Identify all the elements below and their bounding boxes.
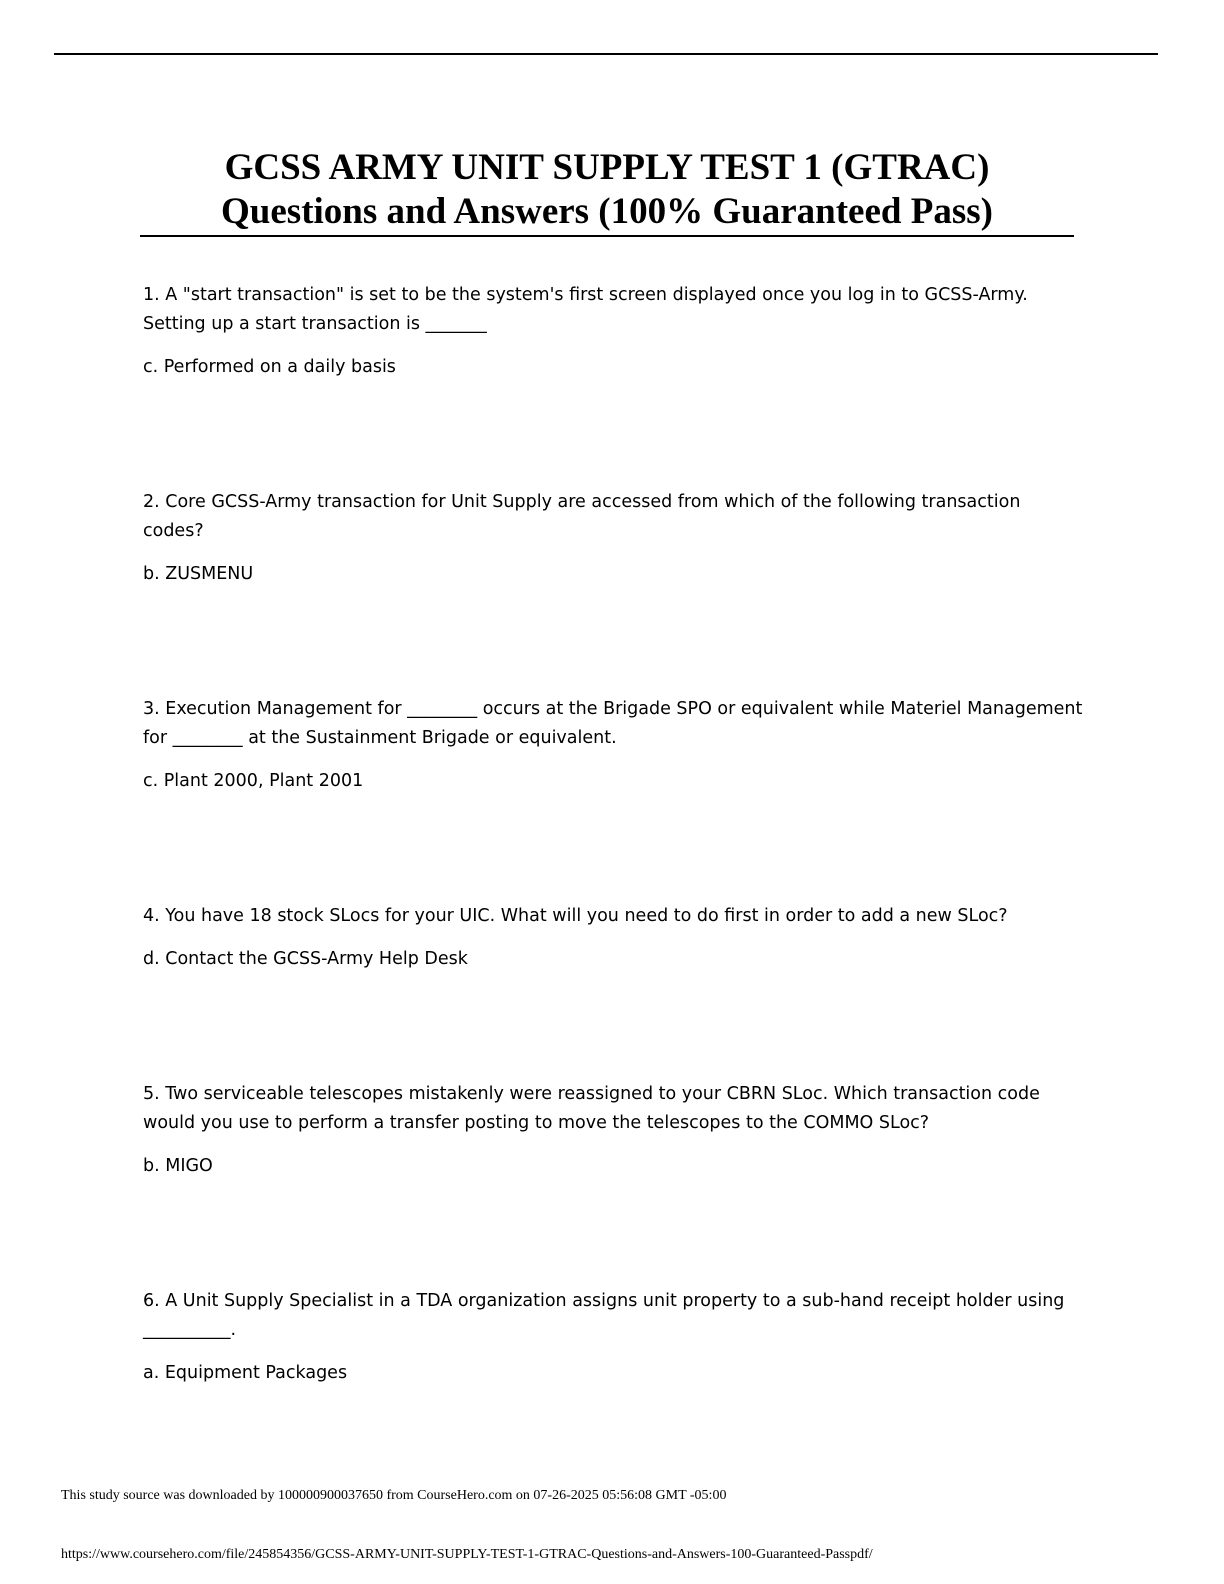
question-text: 5. Two serviceable telescopes mistakenly were reassigned to your CBRN SLoc. Which transaction code would you use to perform a transfer posting to move the telescopes to the COMMO SLoc? bbox=[143, 1084, 1040, 1133]
answer-text: c. Plant 2000, Plant 2001 bbox=[143, 771, 364, 791]
question-block-6 bbox=[143, 1287, 1083, 1388]
answer-text: b. MIGO bbox=[143, 1156, 213, 1176]
title-line-2: Questions and Answers (100% Guaranteed Pass) bbox=[221, 191, 993, 232]
source-url-link[interactable]: https://www.coursehero.com/file/245854356/GCSS-ARMY-UNIT-SUPPLY-TEST-1-GTRAC-Questions-and-Answers-100-Guaranteed-Passpdf/ bbox=[61, 1547, 873, 1562]
question-block-3 bbox=[143, 695, 1083, 796]
document-title bbox=[140, 146, 1074, 234]
question-text: 1. A "start transaction" is set to be the system's first screen displayed once you log in to GCSS-Army. Setting up a start transaction is _______ bbox=[143, 285, 1028, 334]
question-block-5 bbox=[143, 1080, 1083, 1181]
question-block-4 bbox=[143, 902, 1083, 974]
title-underline bbox=[140, 235, 1074, 237]
question-block-2 bbox=[143, 488, 1083, 589]
answer-text: d. Contact the GCSS-Army Help Desk bbox=[143, 949, 468, 969]
answer-text: b. ZUSMENU bbox=[143, 564, 254, 584]
question-text: 2. Core GCSS-Army transaction for Unit Supply are accessed from which of the following transaction codes? bbox=[143, 492, 1021, 541]
question-text: 4. You have 18 stock SLocs for your UIC. What will you need to do first in order to add a new SLoc? bbox=[143, 906, 1008, 926]
question-text: 6. A Unit Supply Specialist in a TDA organization assigns unit property to a sub-hand receipt holder using __________. bbox=[143, 1291, 1065, 1340]
download-notice: This study source was downloaded by 100000900037650 from CourseHero.com on 07-26-2025 05:56:08 GMT -05:00 bbox=[61, 1488, 727, 1503]
question-block-1 bbox=[143, 281, 1083, 382]
answer-text: a. Equipment Packages bbox=[143, 1363, 348, 1383]
question-text: 3. Execution Management for ________ occurs at the Brigade SPO or equivalent while Materiel Management for ________ at the Sustainment Brigade or equivalent. bbox=[143, 699, 1083, 748]
top-horizontal-rule bbox=[54, 53, 1158, 55]
title-line-1: GCSS ARMY UNIT SUPPLY TEST 1 (GTRAC) bbox=[224, 147, 990, 188]
answer-text: c. Performed on a daily basis bbox=[143, 357, 396, 377]
